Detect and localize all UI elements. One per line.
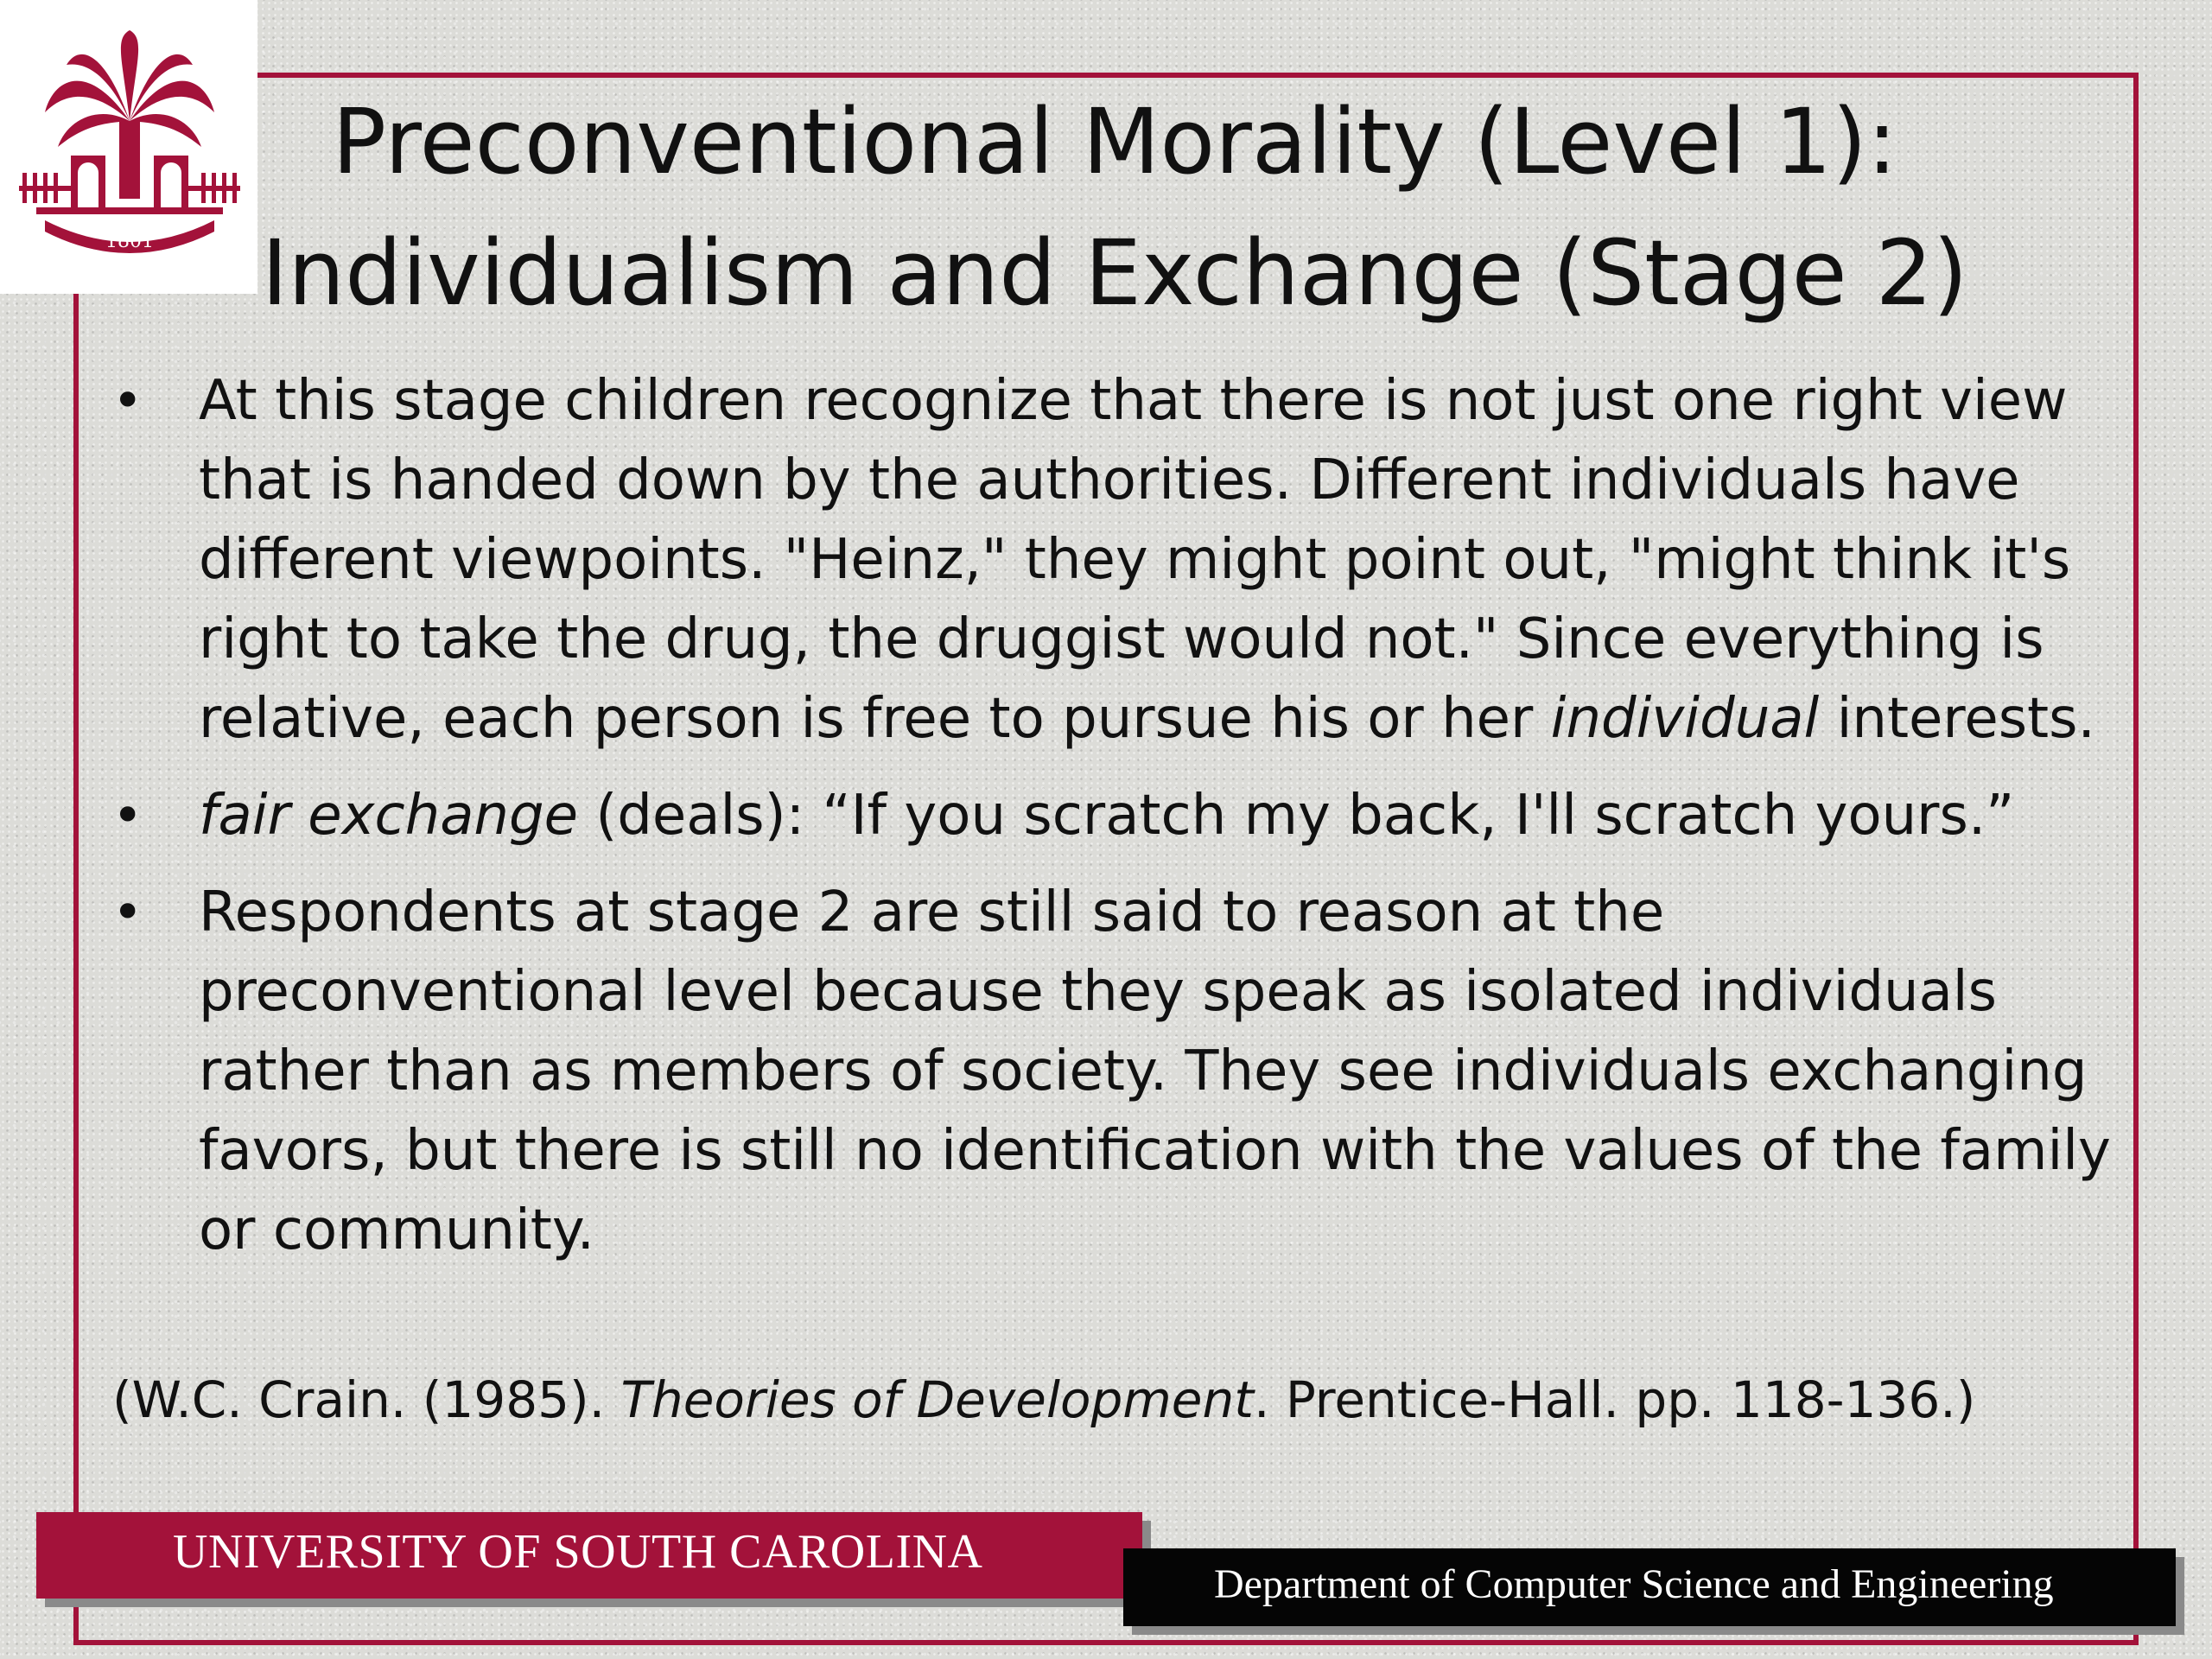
bullet-marker: • <box>112 785 143 846</box>
citation-text: (W.C. Crain. (1985). <box>112 1370 621 1429</box>
bullet-marker: • <box>112 371 143 431</box>
bullet-text-end: interests. <box>1819 687 2095 751</box>
department-banner <box>1123 1548 2176 1626</box>
slide-title <box>207 76 2022 339</box>
citation-book-title: Theories of Development <box>620 1370 1254 1429</box>
title-line-2: Individualism and Exchange (Stage 2) <box>261 220 1968 326</box>
university-name: UNIVERSITY OF SOUTH CAROLINA <box>173 1525 983 1579</box>
department-name: Department of Computer Science and Engineering <box>1214 1561 2054 1607</box>
university-banner <box>36 1512 1142 1599</box>
title-line-1: Preconventional Morality (Level 1): <box>332 89 1897 194</box>
bullet-item <box>112 873 2117 1270</box>
citation <box>112 1361 1975 1439</box>
bullet-item <box>112 361 2117 759</box>
bullet-text: Respondents at stage 2 are still said to reason at the preconventional level because they speak as isolated individuals rather than as members of society. They see individuals exchanging favors, but there is still no identification with the values of the family or community. <box>199 880 2111 1262</box>
bullet-emphasis: fair exchange <box>199 784 578 848</box>
bullet-text-end: (deals): “If you scratch my back, I'll scratch yours.” <box>577 784 2015 848</box>
bullet-item <box>112 776 2117 855</box>
bullet-emphasis: individual <box>1550 687 1820 751</box>
bullet-text: At this stage children recognize that there is not just one right view that is handed down by the authorities. Different individuals have different viewpoints. "Heinz," they might point out, "might think it's right to take the drug, the druggist would not." Since everything is relative, each person is free to pursue his or her <box>199 369 2071 751</box>
citation-publisher: . Prentice-Hall. pp. 118-136.) <box>1253 1370 1976 1429</box>
bullet-marker: • <box>112 882 143 943</box>
bullet-list <box>112 361 2117 1287</box>
svg-text:1801: 1801 <box>105 231 154 252</box>
